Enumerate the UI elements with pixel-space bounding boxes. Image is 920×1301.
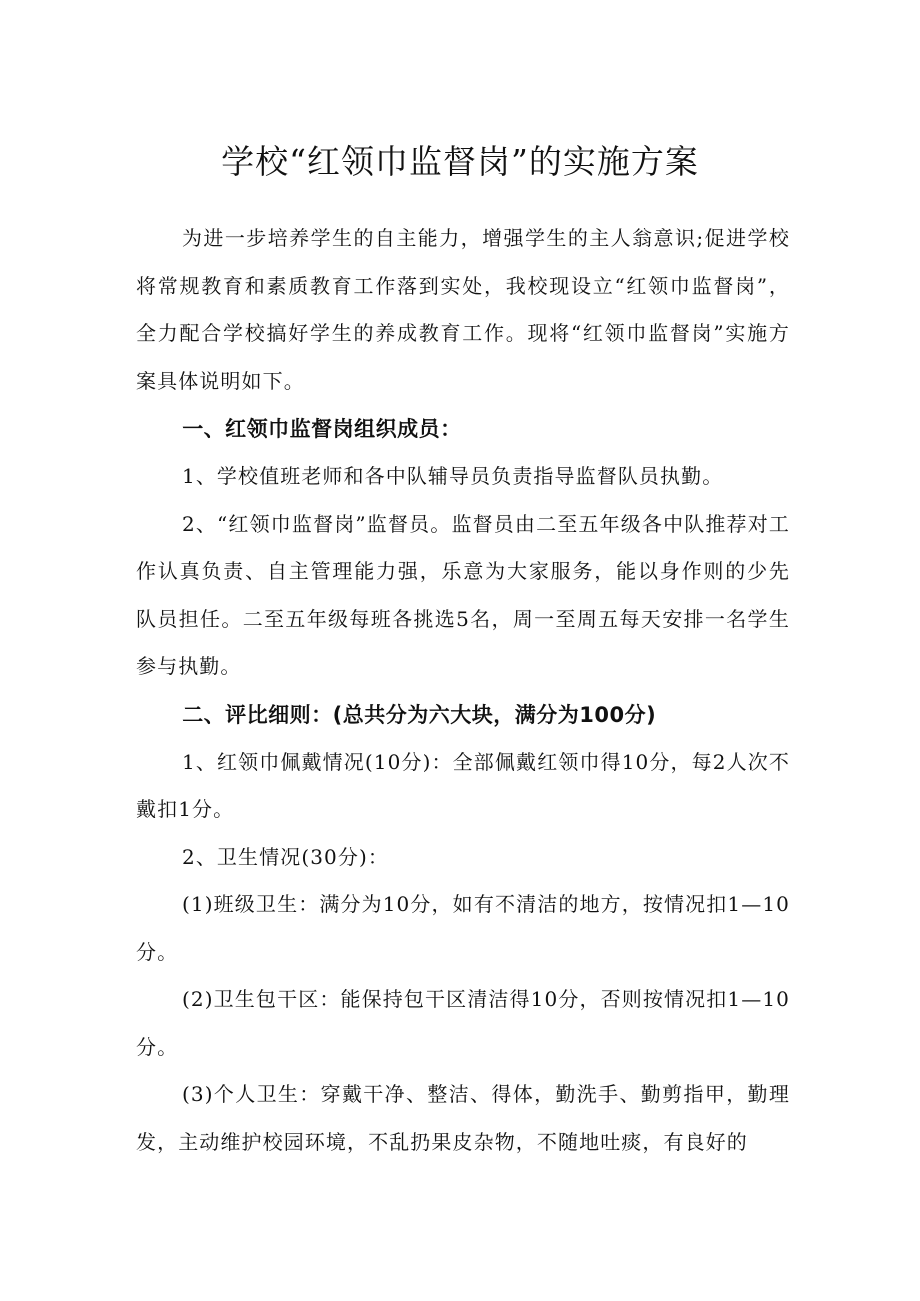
rules-item-hygiene: 2、卫生情况(30分)： [182, 844, 389, 869]
rules-item-red-scarf: 1、红领巾佩戴情况(10分)：全部佩戴红领巾得10分，每2人次不戴扣1分。 [136, 749, 790, 821]
section-heading-rules: 二、评比细则：(总共分为六大块，满分为100分) [182, 702, 657, 727]
rules-item-area-hygiene: (2)卫生包干区：能保持包干区清洁得10分，否则按情况扣1—10分。 [136, 987, 790, 1059]
rules-item-class-hygiene: (1)班级卫生：满分为10分，如有不清洁的地方，按情况扣1—10分。 [136, 892, 790, 964]
section-heading-members: 一、红领巾监督岗组织成员： [182, 417, 462, 441]
document-body [136, 215, 790, 1166]
intro-paragraph: 为进一步培养学生的自主能力，增强学生的主人翁意识;促进学校将常规教育和素质教育工作落到实处，我校现设立“红领巾监督岗”，全力配合学校搞好学生的养成教育工作。现将“红领巾监督岗”实施方案具体说明如下。 [136, 226, 790, 393]
document-title: 学校“红领巾监督岗”的实施方案 [221, 142, 699, 181]
rules-item-personal-hygiene: (3)个人卫生：穿戴干净、整洁、得体，勤洗手、勤剪指甲，勤理发，主动维护校园环境，不乱扔果皮杂物，不随地吐痰，有良好的 [136, 1082, 790, 1154]
members-item-2: 2、“红领巾监督岗”监督员。监督员由二至五年级各中队推荐对工作认真负责、自主管理能力强，乐意为大家服务，能以身作则的少先队员担任。二至五年级每班各挑选5名，周一至周五每天安排一名学生参与执勤。 [136, 511, 790, 678]
members-item-1: 1、学校值班老师和各中队辅导员负责指导监督队员执勤。 [182, 464, 724, 488]
